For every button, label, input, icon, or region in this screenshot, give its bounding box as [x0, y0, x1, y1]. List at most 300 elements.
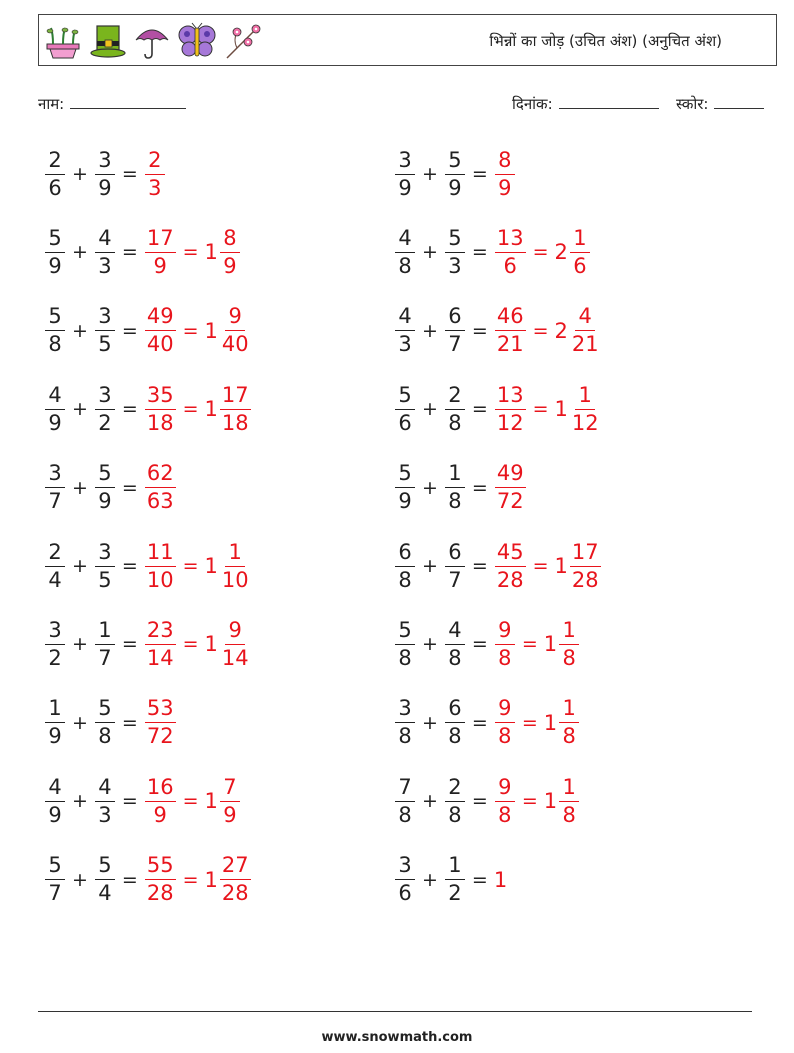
- mixed-whole: 1: [543, 789, 558, 814]
- equals-sign: =: [471, 790, 488, 813]
- addend-b-denominator: 7: [448, 332, 462, 357]
- addend-b: [95, 617, 115, 670]
- addend-a: [395, 617, 415, 670]
- mixed-fraction-denominator: 9: [223, 802, 237, 827]
- equals-sign-answer: =: [182, 633, 199, 656]
- addend-a-numerator: 3: [395, 150, 415, 175]
- answer-fraction-denominator: 8: [498, 724, 512, 749]
- mixed-fraction-numerator: 4: [575, 306, 595, 331]
- addend-a-numerator: 4: [395, 228, 415, 253]
- answer-fraction: [145, 225, 176, 278]
- answer-fraction-denominator: 21: [496, 332, 524, 357]
- problem-16: [394, 693, 580, 753]
- addend-a: [45, 698, 65, 747]
- problem-2: [394, 144, 516, 204]
- addend-a-denominator: 7: [48, 881, 62, 906]
- addend-b-numerator: 2: [445, 385, 465, 410]
- mixed-fraction-numerator: 27: [220, 855, 251, 880]
- mixed-fraction-denominator: 6: [573, 253, 587, 278]
- answer-whole: 1: [493, 867, 508, 892]
- answer-fraction-denominator: 18: [146, 410, 174, 435]
- addend-a: [395, 463, 415, 512]
- answer-fraction: [145, 698, 176, 747]
- addend-a-numerator: 5: [45, 855, 65, 880]
- mixed-fraction-numerator: 1: [575, 385, 595, 410]
- answer-fraction-denominator: 28: [146, 881, 174, 906]
- answer-fraction-numerator: 2: [145, 150, 165, 175]
- answer-fraction: [145, 306, 176, 355]
- mixed-fraction-denominator: 28: [221, 881, 249, 906]
- addend-a-numerator: 1: [45, 698, 65, 723]
- addend-a-numerator: 4: [45, 777, 65, 802]
- addend-a: [395, 539, 415, 592]
- addend-a-denominator: 7: [48, 489, 62, 514]
- addend-a-numerator: 4: [45, 385, 65, 410]
- mixed-fraction-denominator: 12: [571, 410, 599, 435]
- addend-b-denominator: 3: [448, 253, 462, 278]
- addend-b-numerator: 3: [95, 306, 115, 331]
- answer-fraction: [145, 539, 176, 592]
- addend-b: [445, 698, 465, 747]
- mixed-fraction: [559, 698, 579, 747]
- equals-sign: =: [121, 319, 138, 342]
- mixed-fraction-denominator: 18: [221, 410, 249, 435]
- addend-b: [445, 225, 465, 278]
- answer-fraction: [495, 306, 526, 355]
- answer-fraction-numerator: 9: [495, 698, 515, 723]
- addend-a-denominator: 9: [48, 724, 62, 749]
- score-line: [714, 94, 764, 109]
- addend-a-numerator: 5: [45, 306, 65, 331]
- equals-sign-answer: =: [182, 790, 199, 813]
- addend-b-denominator: 8: [98, 724, 112, 749]
- mixed-fraction: [570, 225, 590, 278]
- addend-a: [45, 855, 65, 904]
- equals-sign: =: [121, 476, 138, 499]
- answer-fraction-denominator: 63: [146, 489, 174, 514]
- addend-b-numerator: 4: [95, 777, 115, 802]
- equals-sign: =: [471, 555, 488, 577]
- problem-15: [44, 693, 177, 753]
- footer-site: www.snowmath.com: [321, 1030, 473, 1045]
- equals-sign: =: [121, 790, 138, 813]
- plus-sign: +: [72, 476, 88, 499]
- problem-8: [394, 379, 602, 439]
- equals-sign-answer: =: [521, 633, 538, 656]
- equals-sign: =: [471, 163, 488, 185]
- plus-sign: +: [72, 868, 88, 891]
- answer-fraction: [495, 147, 515, 200]
- mixed-fraction-numerator: 9: [225, 306, 245, 331]
- answer-fraction: [495, 225, 526, 278]
- umbrella-icon: [133, 22, 171, 60]
- addend-a: [395, 225, 415, 278]
- addend-b: [95, 855, 115, 904]
- mixed-whole: 2: [554, 318, 568, 343]
- mixed-fraction-denominator: 8: [562, 724, 576, 749]
- answer-fraction-numerator: 9: [495, 777, 515, 802]
- plus-sign: +: [422, 241, 438, 264]
- mixed-whole: 1: [204, 632, 218, 657]
- addend-b: [95, 225, 115, 278]
- addend-a-denominator: 8: [398, 802, 412, 827]
- flower-pot-icon: [43, 22, 83, 60]
- mixed-fraction-denominator: 21: [571, 332, 599, 357]
- addend-a-numerator: 3: [45, 463, 65, 488]
- footer-divider: [38, 1011, 752, 1012]
- answer-fraction-numerator: 46: [495, 306, 526, 331]
- equals-sign-answer: =: [182, 319, 199, 342]
- addend-a-denominator: 6: [398, 881, 412, 906]
- mixed-whole: 1: [204, 318, 218, 343]
- addend-b-numerator: 2: [445, 777, 465, 802]
- date-label: दिनांक:: [512, 95, 553, 113]
- name-label: नाम:: [38, 95, 65, 113]
- answer-fraction-denominator: 12: [496, 410, 524, 435]
- plus-sign: +: [422, 476, 438, 499]
- mixed-fraction: [559, 617, 579, 670]
- mixed-fraction-numerator: 7: [220, 777, 240, 802]
- addend-a-denominator: 9: [398, 175, 412, 200]
- addend-b-numerator: 3: [95, 542, 115, 567]
- problem-10: [394, 458, 527, 518]
- equals-sign-answer: =: [532, 398, 549, 421]
- addend-b: [95, 463, 115, 512]
- answer-fraction-numerator: 8: [495, 150, 515, 175]
- answer-fraction: [495, 617, 515, 670]
- equals-sign: =: [121, 163, 138, 185]
- addend-b-denominator: 9: [98, 489, 112, 514]
- addend-a: [395, 147, 415, 200]
- problem-18: [394, 771, 580, 831]
- addend-b: [95, 306, 115, 355]
- answer-fraction: [495, 698, 515, 747]
- plus-sign: +: [72, 555, 88, 577]
- addend-b-denominator: 3: [98, 802, 112, 827]
- problem-13: [44, 614, 252, 674]
- addend-b-denominator: 2: [98, 410, 112, 435]
- mixed-fraction: [570, 306, 601, 355]
- mixed-fraction: [220, 855, 251, 904]
- addend-a: [45, 617, 65, 670]
- mixed-whole: 1: [204, 240, 218, 265]
- problem-3: [44, 222, 241, 282]
- answer-fraction-denominator: 3: [148, 175, 162, 200]
- addend-b-numerator: 6: [445, 306, 465, 331]
- equals-sign: =: [471, 476, 488, 499]
- answer-fraction-numerator: 49: [495, 463, 526, 488]
- addend-b: [95, 147, 115, 200]
- equals-sign-answer: =: [521, 711, 538, 734]
- equals-sign-answer: =: [182, 241, 199, 264]
- addend-a-denominator: 6: [48, 175, 62, 200]
- addend-b: [95, 539, 115, 592]
- answer-fraction-numerator: 13: [495, 228, 526, 253]
- addend-b-denominator: 5: [98, 567, 112, 592]
- addend-a-denominator: 9: [48, 410, 62, 435]
- plus-sign: +: [72, 398, 88, 421]
- addend-b: [445, 306, 465, 355]
- mixed-fraction-numerator: 9: [225, 620, 245, 645]
- addend-b-denominator: 4: [98, 881, 112, 906]
- plus-sign: +: [72, 711, 88, 734]
- answer-fraction: [495, 463, 526, 512]
- addend-a-denominator: 8: [398, 567, 412, 592]
- butterfly-icon: [177, 22, 217, 60]
- answer-fraction-denominator: 10: [146, 567, 174, 592]
- addend-a-numerator: 5: [395, 620, 415, 645]
- mixed-fraction: [220, 617, 251, 670]
- addend-b-denominator: 8: [448, 410, 462, 435]
- addend-b-numerator: 5: [95, 463, 115, 488]
- name-line: [70, 94, 186, 109]
- equals-sign: =: [471, 868, 488, 891]
- addend-b-denominator: 8: [448, 724, 462, 749]
- problem-6: [394, 301, 602, 361]
- mixed-fraction-numerator: 17: [220, 385, 251, 410]
- plus-sign: +: [422, 163, 438, 185]
- equals-sign-answer: =: [532, 319, 549, 342]
- addend-a-denominator: 9: [398, 489, 412, 514]
- addend-a-numerator: 2: [45, 542, 65, 567]
- addend-b-denominator: 8: [448, 645, 462, 670]
- answer-fraction-numerator: 55: [145, 855, 176, 880]
- equals-sign-answer: =: [182, 868, 199, 891]
- answer-fraction-numerator: 13: [495, 385, 526, 410]
- addend-b: [445, 382, 465, 435]
- plus-sign: +: [72, 163, 88, 185]
- addend-a-denominator: 6: [398, 410, 412, 435]
- answer-fraction: [495, 774, 515, 827]
- equals-sign: =: [471, 398, 488, 421]
- addend-a-numerator: 3: [395, 855, 415, 880]
- mixed-fraction: [570, 539, 601, 592]
- answer-fraction-numerator: 35: [145, 385, 176, 410]
- mixed-fraction-numerator: 1: [570, 228, 590, 253]
- equals-sign: =: [121, 633, 138, 656]
- addend-a-denominator: 8: [48, 332, 62, 357]
- addend-a: [395, 698, 415, 747]
- addend-b-numerator: 1: [445, 855, 465, 880]
- answer-fraction-denominator: 9: [153, 802, 167, 827]
- plus-sign: +: [422, 790, 438, 813]
- mixed-whole: 1: [543, 632, 558, 657]
- addend-a: [45, 225, 65, 278]
- answer-fraction-numerator: 62: [145, 463, 176, 488]
- addend-b-numerator: 1: [95, 620, 115, 645]
- equals-sign: =: [121, 398, 138, 421]
- mixed-whole: 1: [543, 710, 558, 735]
- equals-sign: =: [121, 241, 138, 264]
- addend-b-numerator: 5: [445, 150, 465, 175]
- mixed-fraction-denominator: 10: [221, 567, 249, 592]
- addend-b: [95, 382, 115, 435]
- addend-a-numerator: 5: [395, 463, 415, 488]
- plus-sign: +: [72, 319, 88, 342]
- score-label: स्कोर:: [676, 95, 709, 113]
- addend-a-denominator: 8: [398, 645, 412, 670]
- mixed-fraction: [220, 225, 240, 278]
- mixed-whole: 1: [204, 554, 218, 578]
- answer-fraction: [495, 382, 526, 435]
- answer-fraction-denominator: 72: [146, 724, 174, 749]
- problem-14: [394, 614, 580, 674]
- mixed-fraction-denominator: 8: [562, 802, 576, 827]
- addend-b: [445, 855, 465, 904]
- addend-b: [95, 698, 115, 747]
- mixed-fraction-denominator: 40: [221, 332, 249, 357]
- answer-fraction-numerator: 11: [145, 542, 176, 567]
- answer-fraction: [145, 855, 176, 904]
- addend-a-denominator: 8: [398, 724, 412, 749]
- answer-fraction: [495, 539, 526, 592]
- equals-sign: =: [471, 319, 488, 342]
- mixed-whole: 1: [204, 789, 218, 814]
- mixed-fraction-numerator: 17: [570, 542, 601, 567]
- problem-4: [394, 222, 591, 282]
- addend-a: [395, 855, 415, 904]
- addend-b-numerator: 6: [445, 542, 465, 567]
- mixed-fraction-denominator: 9: [223, 253, 237, 278]
- equals-sign-answer: =: [521, 790, 538, 813]
- addend-a-numerator: 3: [395, 698, 415, 723]
- answer-fraction-denominator: 8: [498, 802, 512, 827]
- addend-b-numerator: 3: [95, 150, 115, 175]
- addend-b: [445, 539, 465, 592]
- mixed-fraction: [559, 774, 579, 827]
- addend-a: [45, 147, 65, 200]
- addend-b-numerator: 4: [95, 228, 115, 253]
- mixed-fraction: [220, 306, 251, 355]
- addend-a-denominator: 4: [48, 567, 62, 592]
- addend-b-denominator: 9: [448, 175, 462, 200]
- problem-1: [44, 144, 166, 204]
- addend-b-numerator: 4: [445, 620, 465, 645]
- addend-b: [445, 774, 465, 827]
- addend-a-denominator: 3: [398, 332, 412, 357]
- addend-a-denominator: 2: [48, 645, 62, 670]
- mixed-fraction-numerator: 1: [559, 777, 579, 802]
- addend-a-numerator: 5: [45, 228, 65, 253]
- answer-fraction: [145, 382, 176, 435]
- equals-sign: =: [121, 555, 138, 577]
- equals-sign: =: [471, 241, 488, 264]
- answer-fraction-denominator: 28: [496, 567, 524, 592]
- addend-a: [395, 306, 415, 355]
- addend-a-numerator: 5: [395, 385, 415, 410]
- addend-a-numerator: 7: [395, 777, 415, 802]
- answer-fraction-denominator: 6: [503, 253, 517, 278]
- mixed-fraction-denominator: 28: [571, 567, 599, 592]
- equals-sign: =: [471, 633, 488, 656]
- equals-sign: =: [121, 711, 138, 734]
- addend-b: [445, 147, 465, 200]
- addend-b: [445, 617, 465, 670]
- equals-sign: =: [121, 868, 138, 891]
- mixed-fraction: [220, 539, 251, 592]
- header-icons: [43, 21, 263, 61]
- equals-sign-answer: =: [182, 555, 199, 577]
- addend-b-denominator: 3: [98, 253, 112, 278]
- equals-sign-answer: =: [182, 398, 199, 421]
- answer-fraction-denominator: 72: [496, 489, 524, 514]
- hat-icon: [89, 22, 127, 60]
- mixed-fraction-denominator: 14: [221, 645, 249, 670]
- plus-sign: +: [422, 398, 438, 421]
- addend-a-denominator: 8: [398, 253, 412, 278]
- plus-sign: +: [422, 868, 438, 891]
- addend-a: [45, 774, 65, 827]
- mixed-fraction: [220, 382, 251, 435]
- addend-a: [45, 463, 65, 512]
- answer-fraction: [145, 147, 165, 200]
- answer-fraction-denominator: 8: [498, 645, 512, 670]
- addend-b-denominator: 7: [98, 645, 112, 670]
- plus-sign: +: [422, 711, 438, 734]
- plus-sign: +: [72, 790, 88, 813]
- equals-sign-answer: =: [532, 241, 549, 264]
- addend-b-denominator: 8: [448, 802, 462, 827]
- addend-b-numerator: 5: [95, 855, 115, 880]
- addend-b-denominator: 5: [98, 332, 112, 357]
- plus-sign: +: [72, 241, 88, 264]
- mixed-fraction-numerator: 1: [559, 620, 579, 645]
- answer-fraction-numerator: 53: [145, 698, 176, 723]
- date-line: [559, 94, 659, 109]
- addend-a-numerator: 2: [45, 150, 65, 175]
- equals-sign: =: [471, 711, 488, 734]
- answer-fraction-numerator: 9: [495, 620, 515, 645]
- addend-a-denominator: 9: [48, 802, 62, 827]
- mixed-fraction-numerator: 1: [559, 698, 579, 723]
- plus-sign: +: [422, 555, 438, 577]
- problem-9: [44, 458, 177, 518]
- problem-19: [44, 850, 252, 910]
- answer-fraction-numerator: 16: [145, 777, 176, 802]
- addend-a-denominator: 9: [48, 253, 62, 278]
- addend-b-denominator: 9: [98, 175, 112, 200]
- mixed-whole: 1: [554, 397, 568, 422]
- addend-a: [45, 306, 65, 355]
- addend-b-denominator: 2: [448, 881, 462, 906]
- addend-b: [445, 463, 465, 512]
- problem-17: [44, 771, 241, 831]
- addend-a: [395, 774, 415, 827]
- addend-b: [95, 774, 115, 827]
- addend-a-numerator: 6: [395, 542, 415, 567]
- answer-fraction-numerator: 23: [145, 620, 176, 645]
- addend-b-numerator: 1: [445, 463, 465, 488]
- mixed-fraction-numerator: 1: [225, 542, 245, 567]
- problem-5: [44, 301, 252, 361]
- date-field: [512, 94, 659, 114]
- problem-12: [394, 536, 602, 596]
- plus-sign: +: [72, 633, 88, 656]
- mixed-fraction: [570, 382, 601, 435]
- addend-b-numerator: 5: [95, 698, 115, 723]
- worksheet-title: भिन्नों का जोड़ (उचित अंश) (अनुचित अंश): [489, 32, 722, 50]
- mixed-fraction: [220, 774, 240, 827]
- addend-a: [45, 382, 65, 435]
- plus-sign: +: [422, 319, 438, 342]
- addend-b-numerator: 5: [445, 228, 465, 253]
- answer-fraction-numerator: 45: [495, 542, 526, 567]
- answer-fraction-denominator: 40: [146, 332, 174, 357]
- addend-b-numerator: 3: [95, 385, 115, 410]
- mixed-whole: 2: [554, 240, 568, 265]
- addend-a-numerator: 4: [395, 306, 415, 331]
- problem-7: [44, 379, 252, 439]
